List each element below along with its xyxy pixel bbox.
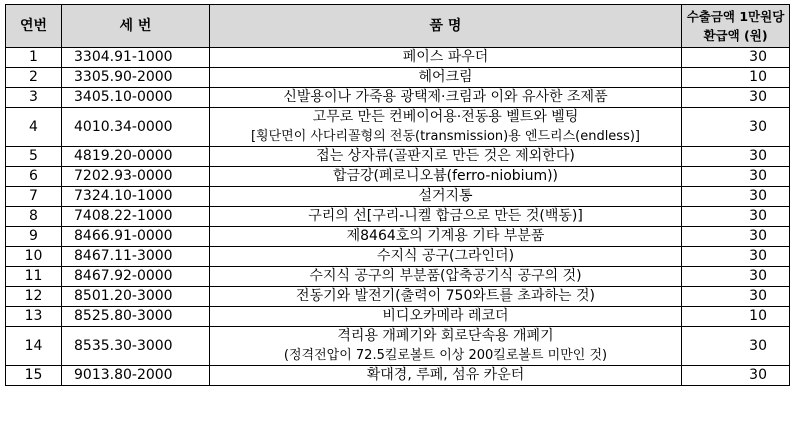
cell-refund-amount: 30 — [682, 287, 790, 307]
cell-item-name — [210, 247, 682, 267]
cell-no: 4 — [6, 108, 62, 147]
cell-hs-code: 3305.90-2000 — [62, 68, 210, 88]
cell-refund-amount: 30 — [682, 48, 790, 68]
cell-item-name — [210, 227, 682, 247]
cell-refund-amount: 30 — [682, 88, 790, 108]
cell-hs-code: 8467.11-3000 — [62, 247, 210, 267]
cell-refund-amount: 30 — [682, 167, 790, 187]
header-row — [6, 5, 790, 48]
cell-no: 12 — [6, 287, 62, 307]
item-name-line: 확대경, 루페, 섬유 카운터 — [366, 367, 525, 383]
cell-refund-amount: 30 — [682, 187, 790, 207]
cell-no: 13 — [6, 307, 62, 327]
header-amount — [682, 5, 790, 48]
cell-no: 8 — [6, 207, 62, 227]
cell-refund-amount: 30 — [682, 108, 790, 147]
refund-rate-table — [5, 4, 790, 386]
item-name-line: 신발용이나 가죽용 광택제·크림과 이와 유사한 조제품 — [283, 89, 608, 105]
cell-hs-code: 4819.20-0000 — [62, 147, 210, 167]
cell-hs-code: 3405.10-0000 — [62, 88, 210, 108]
cell-item-name — [210, 147, 682, 167]
cell-refund-amount: 30 — [682, 207, 790, 227]
table-row — [6, 327, 790, 366]
cell-refund-amount: 10 — [682, 68, 790, 88]
table-row — [6, 147, 790, 167]
item-name-line: 설거지통 — [418, 188, 473, 204]
cell-item-name — [210, 108, 682, 147]
cell-hs-code: 3304.91-1000 — [62, 48, 210, 68]
table-row — [6, 108, 790, 147]
cell-hs-code: 8501.20-3000 — [62, 287, 210, 307]
item-name-line: 접는 상자류(골판지로 만든 것은 제외한다) — [316, 148, 575, 164]
table-row — [6, 68, 790, 88]
cell-refund-amount: 30 — [682, 366, 790, 386]
table-row — [6, 48, 790, 68]
table-row — [6, 227, 790, 247]
header-amount-line2: 환급액 (원) — [703, 28, 768, 43]
cell-item-name — [210, 48, 682, 68]
header-code: 세 번 — [62, 5, 210, 48]
item-name-line: 구리의 선[구리-니켈 합금으로 만든 것(백동)] — [308, 208, 583, 224]
cell-item-name — [210, 267, 682, 287]
cell-item-name — [210, 187, 682, 207]
cell-no: 2 — [6, 68, 62, 88]
item-name-line: 비디오카메라 레코더 — [382, 308, 509, 324]
cell-hs-code: 8467.92-0000 — [62, 267, 210, 287]
cell-item-name — [210, 88, 682, 108]
cell-no: 10 — [6, 247, 62, 267]
item-name-line: 전동기와 발전기(출력이 750와트를 초과하는 것) — [296, 288, 595, 304]
cell-refund-amount: 30 — [682, 267, 790, 287]
cell-item-name — [210, 68, 682, 88]
cell-no: 1 — [6, 48, 62, 68]
cell-item-name — [210, 327, 682, 366]
cell-no: 5 — [6, 147, 62, 167]
header-name: 품 명 — [210, 5, 682, 48]
header-no: 연번 — [6, 5, 62, 48]
item-name-line: 페이스 파우더 — [402, 49, 489, 65]
header-amount-line1: 수출금액 1만원당 — [686, 9, 785, 24]
table-row — [6, 187, 790, 207]
cell-no: 9 — [6, 227, 62, 247]
item-name-line: [횡단면이 사다리꼴형의 전동(transmission)용 엔드리스(endless)] — [250, 129, 640, 144]
cell-hs-code: 7408.22-1000 — [62, 207, 210, 227]
item-name-line: 제8464호의 기계용 기타 부분품 — [346, 228, 545, 244]
item-name-line: 수지식 공구의 부분품(압축공기식 공구의 것) — [309, 268, 582, 284]
table-row — [6, 207, 790, 227]
cell-no: 6 — [6, 167, 62, 187]
cell-hs-code: 8535.30-3000 — [62, 327, 210, 366]
table-row — [6, 287, 790, 307]
cell-item-name — [210, 366, 682, 386]
cell-item-name — [210, 167, 682, 187]
cell-refund-amount: 30 — [682, 327, 790, 366]
cell-hs-code: 4010.34-0000 — [62, 108, 210, 147]
cell-hs-code: 8525.80-3000 — [62, 307, 210, 327]
item-name-line: 합금강(페로니오븀(ferro-niobium)) — [332, 168, 559, 184]
cell-item-name — [210, 307, 682, 327]
cell-refund-amount: 30 — [682, 227, 790, 247]
table-row — [6, 167, 790, 187]
item-name-line: 고무로 만든 컨베이어용·전동용 벨트와 벨팅 — [312, 109, 579, 125]
cell-no: 15 — [6, 366, 62, 386]
item-name-line: 헤어크림 — [418, 69, 473, 85]
cell-refund-amount: 30 — [682, 247, 790, 267]
cell-no: 14 — [6, 327, 62, 366]
item-name-line: 수지식 공구(그라인더) — [376, 248, 515, 264]
table-row — [6, 88, 790, 108]
cell-hs-code: 8466.91-0000 — [62, 227, 210, 247]
item-name-line: (정격전압이 72.5킬로볼트 이상 200킬로볼트 미만인 것) — [283, 348, 608, 363]
cell-hs-code: 9013.80-2000 — [62, 366, 210, 386]
cell-hs-code: 7324.10-1000 — [62, 187, 210, 207]
cell-hs-code: 7202.93-0000 — [62, 167, 210, 187]
cell-no: 3 — [6, 88, 62, 108]
table-row — [6, 247, 790, 267]
cell-no: 7 — [6, 187, 62, 207]
table-row — [6, 366, 790, 386]
table-body — [6, 48, 790, 386]
cell-no: 11 — [6, 267, 62, 287]
cell-refund-amount: 10 — [682, 307, 790, 327]
cell-item-name — [210, 207, 682, 227]
cell-item-name — [210, 287, 682, 307]
cell-refund-amount: 30 — [682, 147, 790, 167]
table-row — [6, 267, 790, 287]
table-row — [6, 307, 790, 327]
item-name-line: 격리용 개폐기와 회로단속용 개폐기 — [337, 328, 554, 344]
